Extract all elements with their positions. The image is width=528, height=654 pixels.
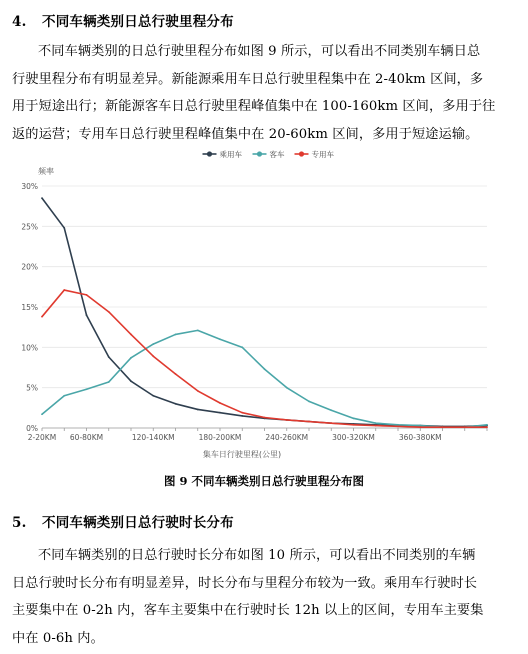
legend-label: 专用车 <box>311 150 334 159</box>
x-tick-label: 240-260KM <box>265 433 309 442</box>
data-point <box>241 415 243 417</box>
data-point <box>197 409 199 411</box>
data-point <box>41 197 43 199</box>
figure-caption: 图 9 不同车辆类别日总行驶里程分布图 <box>163 474 364 488</box>
legend-marker <box>299 151 304 156</box>
data-point <box>108 356 110 358</box>
data-point <box>219 338 221 340</box>
section-5-heading <box>12 511 234 531</box>
section-number: 4. <box>12 14 27 30</box>
data-point <box>397 425 399 427</box>
series-line <box>42 330 487 427</box>
section-title: 不同车辆类别日总行驶时长分布 <box>42 515 234 531</box>
y-axis-label: 频率 <box>38 167 54 176</box>
y-tick-label: 25% <box>21 222 38 232</box>
data-point <box>197 390 199 392</box>
data-point <box>175 403 177 405</box>
data-point <box>175 373 177 375</box>
data-point <box>353 417 355 419</box>
data-point <box>264 368 266 370</box>
data-point <box>41 316 43 318</box>
y-axis-ticks <box>21 182 38 433</box>
data-point <box>86 388 88 390</box>
data-point <box>63 289 65 291</box>
data-point <box>375 425 377 427</box>
section-number: 5. <box>12 515 27 531</box>
chart-series <box>41 197 488 428</box>
paragraph-line: 不同车辆类别的日总行驶时长分布如图 10 所示，可以看出不同类别的车辆 <box>38 548 476 563</box>
data-point <box>63 227 65 229</box>
data-point <box>419 425 421 427</box>
data-point <box>308 400 310 402</box>
y-tick-label: 15% <box>21 303 38 312</box>
y-tick-label: 0% <box>26 424 38 433</box>
data-point <box>63 395 65 397</box>
x-tick-label: 360-380KM <box>398 433 442 442</box>
data-point <box>353 424 355 426</box>
y-tick-label: 5% <box>26 383 38 393</box>
x-axis-ticks <box>28 428 487 442</box>
section-title: 不同车辆类别日总行驶里程分布 <box>42 14 234 30</box>
data-point <box>130 357 132 359</box>
data-point <box>175 334 177 336</box>
data-point <box>375 422 377 424</box>
data-point <box>197 329 199 331</box>
paragraph-line: 行驶里程分布有明显差异。新能源乘用车日总行驶里程集中在 2-40km 区间，多 <box>12 71 484 87</box>
data-point <box>108 311 110 313</box>
data-point <box>108 381 110 383</box>
data-point <box>152 355 154 357</box>
legend-label: 乘用车 <box>219 150 242 159</box>
mileage-distribution-chart <box>0 142 528 462</box>
data-point <box>152 343 154 345</box>
x-axis-label: 集车日行驶里程(公里) <box>202 450 282 459</box>
paragraph-line: 中在 0-6h 内。 <box>12 630 104 646</box>
data-point <box>241 412 243 414</box>
section-5-paragraph <box>12 542 522 652</box>
data-point <box>130 380 132 382</box>
data-point <box>397 424 399 426</box>
section-4-heading <box>12 10 234 30</box>
x-tick-label: 60-80KM <box>69 433 104 442</box>
y-tick-label: 30% <box>21 182 38 191</box>
paragraph-line: 不同车辆类别的日总行驶里程分布如图 9 所示，可以看出不同类别车辆日总 <box>38 44 481 59</box>
data-point <box>86 314 88 316</box>
legend-marker <box>207 151 212 156</box>
chart-grid <box>42 186 487 428</box>
data-point <box>286 419 288 421</box>
data-point <box>442 426 444 428</box>
data-point <box>419 426 421 428</box>
paragraph-line: 返的运营；专用车日总行驶里程峰值集中在 20-60km 区间，多用于短途运输。 <box>12 126 479 142</box>
series-line <box>42 290 487 427</box>
section-4-paragraph <box>12 38 522 148</box>
data-point <box>330 422 332 424</box>
data-point <box>464 426 466 428</box>
x-tick-label: 180-200KM <box>198 433 242 442</box>
data-point <box>130 334 132 336</box>
data-point <box>308 421 310 423</box>
data-point <box>241 346 243 348</box>
paragraph-line: 日总行驶时长分布有明显差异，时长分布与里程分布较为一致。乘用车行驶时长 <box>12 575 478 591</box>
paragraph-line: 用于短途出行；新能源客车日总行驶里程峰值集中在 100-160km 区间，多用于往 <box>12 99 496 114</box>
chart-legend <box>203 149 335 159</box>
data-point <box>486 424 488 426</box>
legend-label: 客车 <box>269 150 285 159</box>
paragraph-line: 主要集中在 0-2h 内，客车主要集中在行驶时长 12h 以上的区间，专用车主要集 <box>12 603 484 618</box>
x-tick-label: 300-320KM <box>332 433 375 442</box>
data-point <box>41 413 43 415</box>
x-tick-label: 2-20KM <box>27 433 57 442</box>
x-tick-label: 120-140KM <box>131 433 175 442</box>
data-point <box>264 417 266 419</box>
data-point <box>86 294 88 296</box>
data-point <box>219 412 221 414</box>
data-point <box>286 387 288 389</box>
data-point <box>152 395 154 397</box>
y-tick-label: 20% <box>21 262 38 272</box>
data-point <box>330 409 332 411</box>
legend-marker <box>257 151 262 156</box>
data-point <box>486 426 488 428</box>
y-tick-label: 10% <box>21 343 38 353</box>
data-point <box>219 402 221 404</box>
